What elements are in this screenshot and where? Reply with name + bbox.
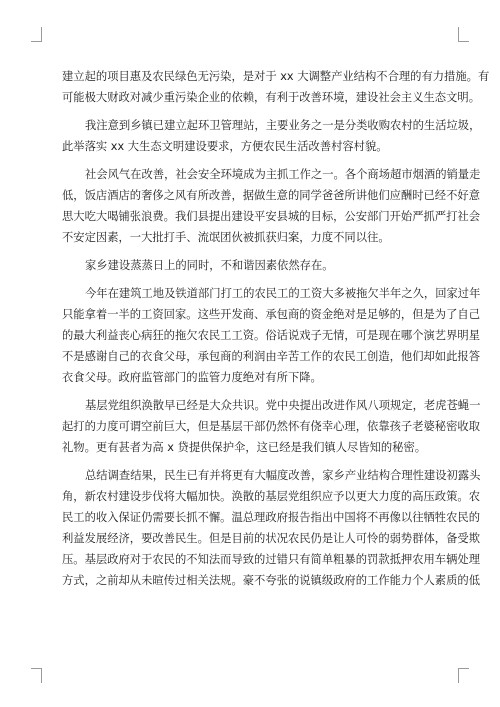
text-line: 民工的收入保证仍需要长抓不懈。温总理政府报告指出中国将不再像以往牺牲农民的 bbox=[62, 511, 480, 524]
text-line: 思大吃大喝铺张浪费。我们县提出建设平安县城的目标，公安部门开始严抓严打社会 bbox=[62, 210, 480, 223]
paragraph bbox=[62, 66, 490, 108]
text-line: 可能极大财政对减少重污染企业的依赖，有利于改善环境，建设社会主义生态文明。 bbox=[62, 91, 480, 104]
text-line: 建立起的项目惠及农民绿色无污染，是对于 xx 大调整产业结构不合理的有力措施。有 bbox=[62, 70, 490, 83]
crop-mark-top-left bbox=[31, 27, 42, 42]
text-line: 不安定因素，一大批打手、流氓团伙被抓获归案，力度不同以往。 bbox=[62, 231, 390, 244]
paragraph bbox=[62, 115, 481, 157]
text-line: 家乡建设蒸蒸日上的同时，不和谐因素依然存在。 bbox=[85, 259, 334, 272]
paragraph bbox=[62, 164, 481, 248]
text-line: 角，新农村建设步伐将大幅加快。涣散的基层党组织应予以更大力度的高压政策。农 bbox=[62, 490, 480, 503]
text-line: 利益发展经济，要改善民生。但是目前的状况农民仍是让人可怜的弱势群体，备受欺 bbox=[62, 532, 480, 545]
text-line: 低，饭店酒店的奢侈之风有所改善，据做生意的同学爸爸所讲他们应酬时已经不好意 bbox=[62, 189, 480, 202]
text-line: 基层党组织涣散早已经是大众共识。党中央提出改进作风八项规定，老虎苍蝇一 bbox=[85, 399, 481, 412]
document-body bbox=[62, 66, 490, 598]
paragraph bbox=[62, 255, 442, 276]
text-line: 社会风气在改善，社会安全环境成为主抓工作之一。各个商场超市烟酒的销量走 bbox=[85, 168, 481, 181]
text-line: 我注意到乡镇已建立起环卫管理站，主要业务之一是分类收购农村的生活垃圾， bbox=[85, 119, 481, 132]
text-line: 礼物。更有甚者为高 x 贷提供保护伞，这已经是我们镇人尽皆知的秘密。 bbox=[62, 441, 427, 454]
text-line: 压。基层政府对于农民的不知法而导致的过错只有简单粗暴的罚款抵押农用车辆处理 bbox=[62, 553, 480, 566]
paragraph bbox=[62, 395, 481, 458]
paragraph bbox=[62, 283, 481, 388]
crop-mark-top-right bbox=[458, 27, 469, 42]
text-line: 此举落实 xx 大生态文明建设要求，方便农民生活改善村容村貌。 bbox=[62, 140, 388, 153]
text-line: 今年在建筑工地及铁道部门打工的农民工的工资大多被拖欠半年之久，回家过年 bbox=[85, 287, 481, 300]
text-line: 只能拿着一半的工资回家。这些开发商、承包商的资金绝对是足够的，但是为了自己 bbox=[62, 308, 480, 321]
text-line: 起打的力度可谓空前巨大，但是基层干部仍然怀有侥幸心理，依靠孩子老婆秘密收取 bbox=[62, 420, 480, 433]
text-line: 不是感谢自己的衣食父母，承包商的利润由辛苦工作的农民工创造，他们却如此报答 bbox=[62, 350, 480, 363]
crop-mark-bottom-right bbox=[458, 668, 469, 683]
text-line: 总结调查结果，民生已有并将更有大幅度改善，家乡产业结构合理性建设初露头 bbox=[85, 469, 481, 482]
text-line: 的最大利益丧心病狂的拖欠农民工工资。俗话说戏子无情，可是现在哪个演艺界明星 bbox=[62, 329, 480, 342]
paragraph bbox=[62, 465, 481, 591]
text-line: 方式，之前却从未暄传过相关法规。豪不夸张的说镇级政府的工作能力个人素质的低 bbox=[62, 574, 480, 587]
text-line: 衣食父母。政府监管部门的监管力度绝对有所下降。 bbox=[62, 371, 322, 384]
crop-mark-bottom-left bbox=[31, 668, 42, 683]
